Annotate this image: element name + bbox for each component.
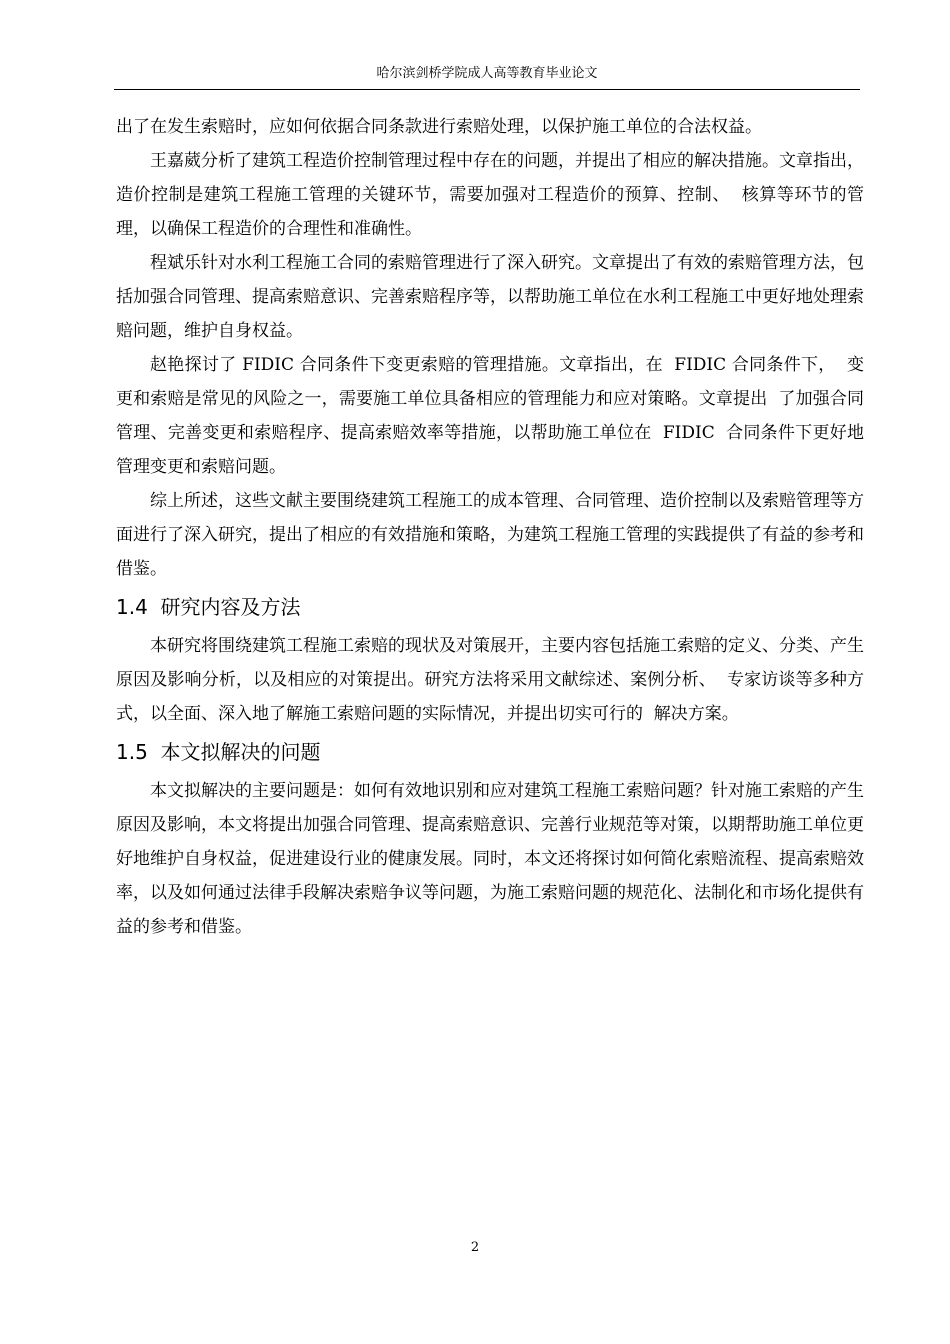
- section-heading-1-5: 1.5 本文拟解决的问题: [116, 740, 321, 764]
- page-number: 2: [470, 1240, 480, 1255]
- paragraph-1-4: 本研究将围绕建筑工程施工索赔的现状及对策展开，主要内容包括施工索赔的定义、分类、产生原因及影响分析，以及相应的对策提出。研究方法将采用文献综述、案例分析、 专家访谈等多种方式，以全面、深入地了解施工索赔问题的实际情况，并提出切实可行的 解决方案。: [116, 636, 864, 724]
- paragraph-wang: 王嘉葳分析了建筑工程造价控制管理过程中存在的问题，并提出了相应的解决措施。文章指出，造价控制是建筑工程施工管理的关键环节，需要加强对工程造价的预算、控制、 核算等环节的管理，以确保工程造价的合理性和准确性。: [116, 151, 864, 239]
- page-header: [114, 66, 860, 90]
- section-heading-1-4: 1.4 研究内容及方法: [116, 595, 301, 619]
- paragraph-continuation: 出了在发生索赔时，应如何依据合同条款进行索赔处理，以保护施工单位的合法权益。: [116, 117, 762, 137]
- paragraph-summary: 综上所述，这些文献主要围绕建筑工程施工的成本管理、合同管理、造价控制以及索赔管理等方面进行了深入研究，提出了相应的有效措施和策略，为建筑工程施工管理的实践提供了有益的参考和借鉴。: [116, 491, 864, 579]
- paragraph-zhao: 赵艳探讨了 FIDIC 合同条件下变更索赔的管理措施。文章指出，在 FIDIC 合同条件下， 变更和索赔是常见的风险之一，需要施工单位具备相应的管理能力和应对策略。文章提出 了加强合同管理、完善变更和索赔程序、提高索赔效率等措施，以帮助施工单位在 FIDIC 合同条件下更好地管理变更和索赔问题。: [116, 355, 864, 477]
- document-body: [116, 110, 864, 944]
- header-title: 哈尔滨剑桥学院成人高等教育毕业论文: [376, 66, 598, 81]
- paragraph-cheng: 程斌乐针对水利工程施工合同的索赔管理进行了深入研究。文章提出了有效的索赔管理方法，包括加强合同管理、提高索赔意识、完善索赔程序等，以帮助施工单位在水利工程施工中更好地处理索赔问题，维护自身权益。: [116, 253, 864, 341]
- paragraph-1-5: 本文拟解决的主要问题是：如何有效地识别和应对建筑工程施工索赔问题？针对施工索赔的产生原因及影响，本文将提出加强合同管理、提高索赔意识、完善行业规范等对策，以期帮助施工单位更好地维护自身权益，促进建设行业的健康发展。同时，本文还将探讨如何简化索赔流程、提高索赔效率，以及如何通过法律手段解决索赔争议等问题，为施工索赔问题的规范化、法制化和市场化提供有益的参考和借鉴。: [116, 781, 864, 937]
